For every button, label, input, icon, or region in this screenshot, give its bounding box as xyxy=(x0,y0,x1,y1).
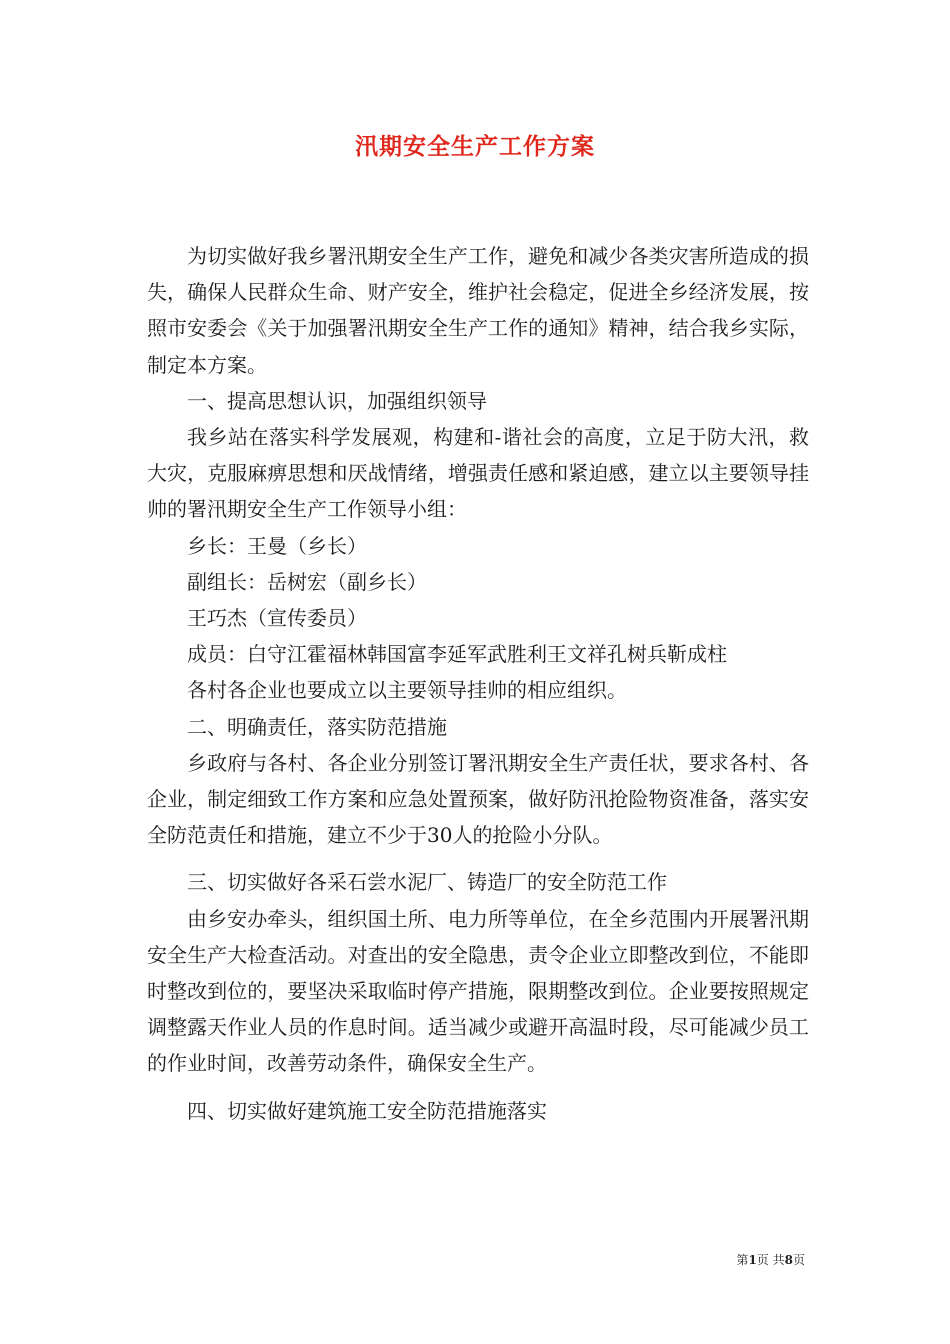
page-footer xyxy=(736,1252,805,1268)
deputy-line-2: 王巧杰（宣传委员） xyxy=(187,606,367,631)
document-body xyxy=(147,238,809,1129)
paragraph-section-2: 乡政府与各村、各企业分别签订署汛期安全生产责任状，要求各村、各企业，制定细致工作方案和应急处置预案，做好防汛抢险物资准备，落实安全防范责任和措施，建立不少于30人的抢险小分队。 xyxy=(147,750,809,848)
footer-mid: 页 共 xyxy=(756,1253,785,1267)
paragraph-section-1: 我乡站在落实科学发展观，构建和-谐社会的高度，立足于防大汛，救大灾，克服麻痹思想和厌战情绪，增强责任感和紧迫感，建立以主要领导挂帅的署汛期安全生产工作领导小组： xyxy=(147,425,809,522)
paragraph-section-3: 由乡安办牵头，组织国土所、电力所等单位，在全乡范围内开展署汛期安全生产大检查活动。对查出的安全隐患，责令企业立即整改到位，不能即时整改到位的，要坚决采取临时停产措施，限期整改到位。企业要按照规定调整露天作业人员的作息时间。适当减少或避开高温时段，尽可能减少员工的作业时间，改善劳动条件，确保安全生产。 xyxy=(147,906,809,1076)
footer-prefix: 第 xyxy=(736,1253,749,1267)
document-title: 汛期安全生产工作方案 xyxy=(355,133,595,160)
heading-section-1: 一、提高思想认识，加强组织领导 xyxy=(187,388,487,413)
heading-section-2: 二、明确责任，落实防范措施 xyxy=(187,714,447,739)
paragraph-organizations: 各村各企业也要成立以主要领导挂帅的相应组织。 xyxy=(187,678,627,703)
heading-section-3: 三、切实做好各采石尝水泥厂、铸造厂的安全防范工作 xyxy=(187,870,667,895)
footer-page-number: 1 xyxy=(748,1253,757,1267)
deputy-line: 副组长：岳树宏（副乡长） xyxy=(187,569,427,594)
members-line: 成员：白守江霍福林韩国富李延军武胜利王文祥孔树兵靳成柱 xyxy=(187,642,727,667)
heading-section-4: 四、切实做好建筑施工安全防范措施落实 xyxy=(187,1098,547,1123)
leader-line: 乡长：王曼（乡长） xyxy=(187,533,367,558)
footer-total-pages: 8 xyxy=(784,1253,793,1267)
footer-suffix: 页 xyxy=(792,1253,805,1267)
paragraph-intro: 为切实做好我乡署汛期安全生产工作，避免和减少各类灾害所造成的损失，确保人民群众生命、财产安全，维护社会稳定，促进全乡经济发展，按照市安委会《关于加强署汛期安全生产工作的通知》精神，结合我乡实际，制定本方案。 xyxy=(147,244,809,377)
